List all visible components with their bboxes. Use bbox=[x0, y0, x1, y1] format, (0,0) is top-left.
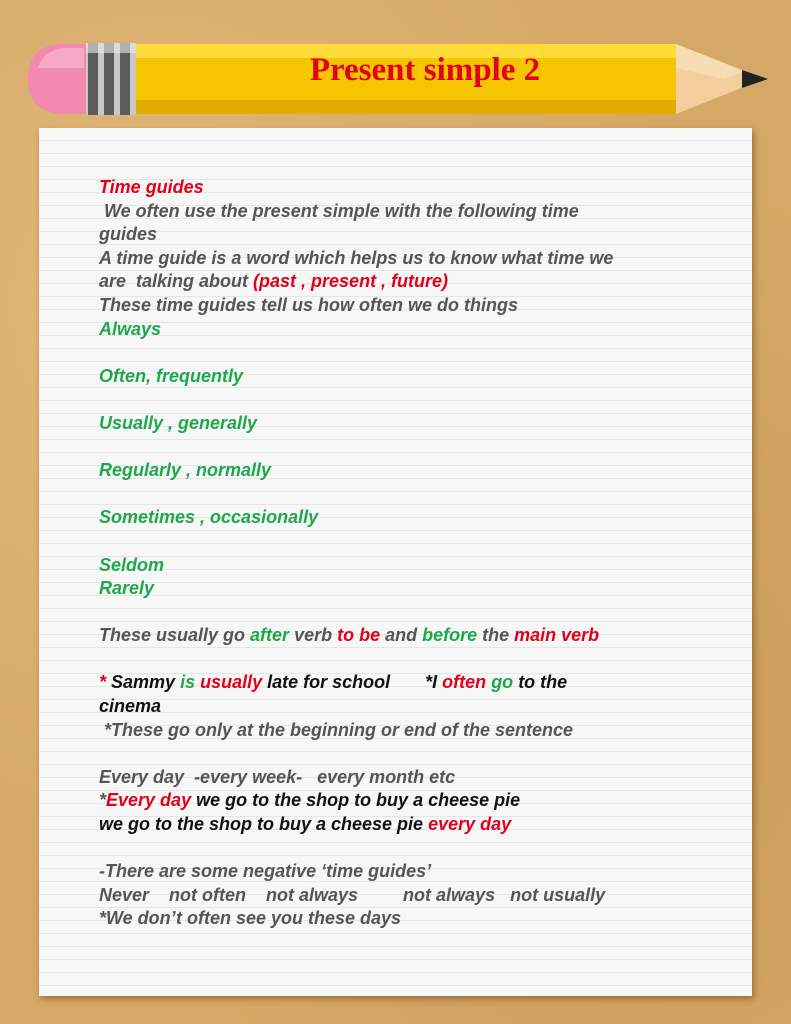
adverb-rarely: Rarely bbox=[99, 578, 155, 599]
definition-line-1: A time guide is a word which helps us to know what time we bbox=[99, 247, 614, 268]
example-verb-is: is bbox=[180, 672, 196, 693]
position-rule bbox=[99, 624, 719, 648]
example-line-2: cinema bbox=[99, 696, 162, 717]
rule-text: and bbox=[380, 625, 423, 646]
rule-to-be: to be bbox=[337, 625, 381, 646]
definition-text: are talking about bbox=[99, 271, 254, 292]
adverb-often: Often, frequently bbox=[99, 365, 244, 386]
adverb-always: Always bbox=[99, 318, 162, 339]
every-example-1 bbox=[99, 789, 719, 813]
intro-line-2: guides bbox=[99, 224, 158, 245]
example-text: late for school *I bbox=[262, 672, 443, 693]
example-text: Sammy bbox=[111, 672, 181, 693]
rule-after: after bbox=[250, 625, 290, 646]
example-text: to the bbox=[513, 672, 568, 693]
example-adverb-usually: usually bbox=[200, 672, 263, 693]
every-list: Every day -every week- every month etc bbox=[99, 766, 456, 787]
lesson-content bbox=[99, 176, 719, 931]
rule-main-verb: main verb bbox=[514, 625, 600, 646]
example-text: we go to the shop to buy a cheese pie bbox=[99, 814, 429, 835]
page-title: Present simple 2 bbox=[309, 52, 541, 88]
example-line-1 bbox=[99, 671, 719, 695]
definition-line-2 bbox=[99, 270, 719, 294]
every-day-phrase: Every day bbox=[106, 790, 192, 811]
example-text: we go to the shop to buy a cheese pie bbox=[191, 790, 521, 811]
negative-intro: -There are some negative ‘time guides’ bbox=[99, 861, 432, 882]
example-bullet: * bbox=[99, 672, 112, 693]
section-heading: Time guides bbox=[99, 177, 204, 197]
rule-before: before bbox=[422, 625, 478, 646]
every-day-phrase: every day bbox=[428, 814, 512, 835]
tense-list: (past , present , future) bbox=[253, 271, 449, 292]
rule-text: the bbox=[477, 625, 515, 646]
example-verb-go: go bbox=[491, 672, 514, 693]
rule-text: These usually go bbox=[99, 625, 251, 646]
intro-line-1: We often use the present simple with the following time bbox=[99, 200, 579, 221]
definition-line-3: These time guides tell us how often we do things bbox=[99, 294, 519, 315]
example-bullet: * bbox=[99, 790, 107, 811]
adverb-usually: Usually , generally bbox=[99, 412, 258, 433]
rule-text: verb bbox=[289, 625, 338, 646]
adverb-sometimes: Sometimes , occasionally bbox=[99, 507, 319, 528]
position-note: *These go only at the beginning or end of the sentence bbox=[99, 719, 574, 740]
example-adverb-often: often bbox=[442, 672, 487, 693]
adverb-seldom: Seldom bbox=[99, 554, 165, 575]
adverb-regularly: Regularly , normally bbox=[99, 460, 272, 481]
negative-list: Never not often not always not always not usually bbox=[99, 884, 606, 905]
every-example-2 bbox=[99, 813, 719, 837]
negative-example: *We don’t often see you these days bbox=[99, 908, 402, 929]
